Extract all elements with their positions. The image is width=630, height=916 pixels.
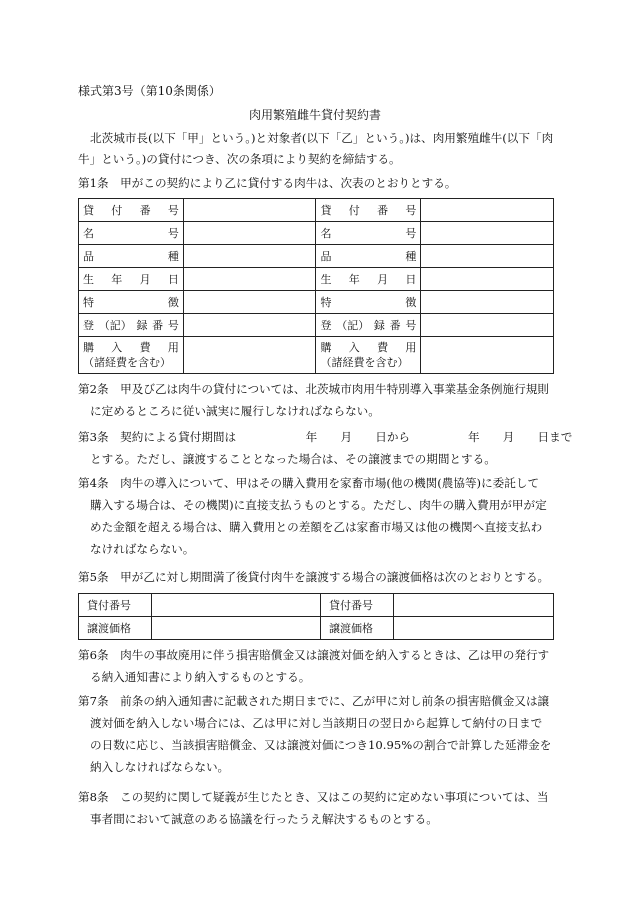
article-8: 第8条 この契約に関して疑義が生じたとき、又はこの契約に定めない事項については、当 事者間において誠意のある協議を行ったうえ解決するものとする。 — [78, 790, 549, 826]
value-cell[interactable] — [183, 291, 316, 314]
table-row — [79, 222, 554, 245]
article-1: 第1条 甲がこの契約により乙に貸付する肉牛は、次表のとおりとする。 — [78, 176, 457, 190]
table-row — [79, 594, 554, 617]
value-cell[interactable] — [421, 199, 554, 222]
article-4: 第4条 肉牛の導入について、甲はその購入費用を家畜市場(他の機関(農協等)に委託して 購入する場合は、その機関)に直接支払うものとする。ただし、肉牛の購入費用が甲が定 めた金額を超える場合は、購入費用との差額を乙は家畜市場又は他の機関へ直接支払わ なければならない。 — [78, 476, 547, 556]
value-cell[interactable] — [183, 245, 316, 268]
table-row — [79, 268, 554, 291]
label-cell: 貸 付 番 号 — [316, 199, 421, 222]
value-cell[interactable] — [394, 594, 554, 617]
value-cell[interactable] — [183, 337, 316, 374]
article-6: 第6条 肉牛の事故廃用に伴う損害賠償金又は譲渡対価を納入するときは、乙は甲の発行す る納入通知書により納入するものとする。 — [78, 648, 550, 684]
document-title: 肉用繁殖雌牛貸付契約書 — [248, 108, 381, 122]
label-cell: 購 入 費 用 （諸経費を含む） — [316, 337, 421, 374]
label-cell: 特 徴 — [316, 291, 421, 314]
value-cell[interactable] — [421, 337, 554, 374]
label-cell: 貸付番号 — [321, 594, 394, 617]
value-cell[interactable] — [421, 245, 554, 268]
intro-paragraph — [78, 128, 554, 170]
value-cell[interactable] — [183, 222, 316, 245]
label-cell: 登 （記） 録 番 号 — [79, 314, 184, 337]
value-cell[interactable] — [183, 314, 316, 337]
article-5: 第5条 甲が乙に対し期間満了後貸付肉牛を譲渡する場合の譲渡価格は次のとおりとする。 — [78, 570, 550, 584]
label-cell: 名 号 — [316, 222, 421, 245]
value-cell[interactable] — [421, 222, 554, 245]
cattle-table — [78, 198, 554, 374]
intro-line-1: 北茨城市長(以下「甲」という。)と対象者(以下「乙」という。)は、肉用繁殖雌牛(以下「肉 — [90, 131, 554, 145]
label-cell: 登 （記） 録 番 号 — [316, 314, 421, 337]
label-cell: 貸 付 番 号 — [79, 199, 184, 222]
label-cell: 譲渡価格 — [79, 617, 152, 640]
label-cell: 生 年 月 日 — [79, 268, 184, 291]
table-row — [79, 314, 554, 337]
article-3: 第3条 契約による貸付期間は 年 月 日から 年 月 日まで とする。ただし、譲渡することとなった場合は、その譲渡までの期間とする。 — [78, 430, 573, 466]
value-cell[interactable] — [421, 268, 554, 291]
value-cell[interactable] — [421, 314, 554, 337]
transfer-price-table — [78, 593, 554, 640]
article-2: 第2条 甲及び乙は肉牛の貸付については、北茨城市肉用牛特別導入事業基金条例施行規則 に定めるところに従い誠実に履行しなければならない。 — [78, 382, 549, 418]
table-row — [79, 617, 554, 640]
table-row — [79, 245, 554, 268]
label-cell: 名 号 — [79, 222, 184, 245]
label-cell: 貸付番号 — [79, 594, 152, 617]
value-cell[interactable] — [152, 617, 321, 640]
table-row — [79, 337, 554, 374]
label-cell: 特 徴 — [79, 291, 184, 314]
table-row — [79, 291, 554, 314]
value-cell[interactable] — [152, 594, 321, 617]
value-cell[interactable] — [183, 268, 316, 291]
label-cell: 品 種 — [316, 245, 421, 268]
value-cell[interactable] — [421, 291, 554, 314]
value-cell[interactable] — [183, 199, 316, 222]
label-cell: 購 入 費 用 （諸経費を含む） — [79, 337, 184, 374]
label-cell: 譲渡価格 — [321, 617, 394, 640]
label-cell: 生 年 月 日 — [316, 268, 421, 291]
label-cell: 品 種 — [79, 245, 184, 268]
intro-line-2: 牛」という。)の貸付につき、次の条項により契約を締結する。 — [78, 152, 401, 166]
value-cell[interactable] — [394, 617, 554, 640]
table-row — [79, 199, 554, 222]
article-7: 第7条 前条の納入通知書に記載された期日までに、乙が甲に対し前条の損害賠償金又は譲 渡対価を納入しない場合には、乙は甲に対し当該期日の翌日から起算して納付の日まで の日数に応じ、当該損害賠償金、又は譲渡対価につき10.95%の割合で計算した延滞金を 納入しなければならない。 — [78, 694, 552, 774]
form-number: 様式第3号（第10条関係） — [78, 84, 221, 98]
